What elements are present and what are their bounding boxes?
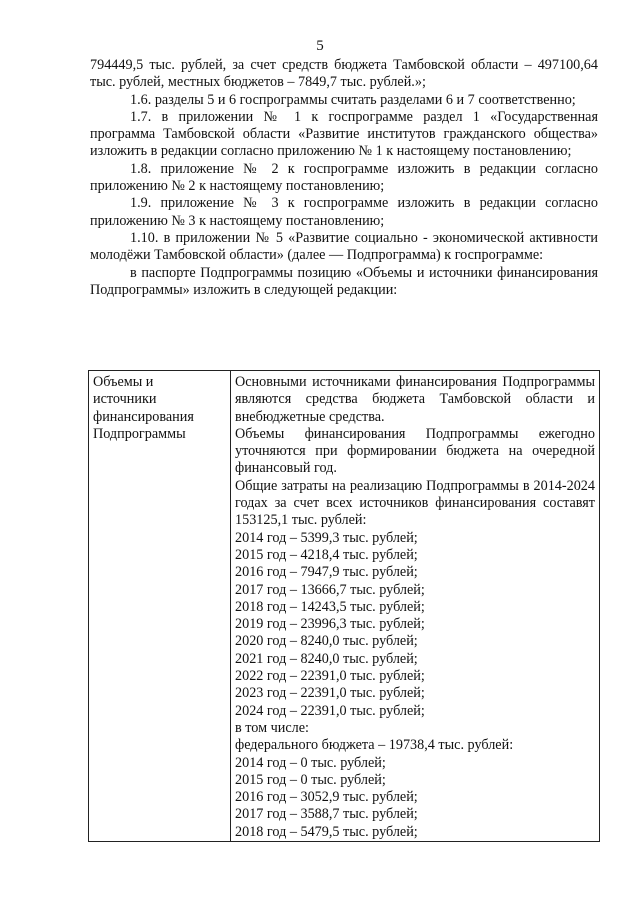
paragraph: 1.9. приложение № 3 к госпрограмме изложить в редакции согласно приложению № 3 к настоящему постановлению; [90,195,598,229]
table-row [89,371,600,842]
funding-line: 2015 год – 4218,4 тыс. рублей; [235,546,418,563]
paragraph: в паспорте Подпрограммы позицию «Объемы и источники финансирования Подпрограммы» изложить в следующей редакции: [90,264,598,298]
funding-line: 2016 год – 7947,9 тыс. рублей; [235,564,418,581]
paragraph: 1.8. приложение № 2 к госпрограмме изложить в редакции согласно приложению № 2 к настоящему постановлению; [90,160,598,195]
funding-line: 2023 год – 22391,0 тыс. рублей; [235,685,425,702]
label-line: финансирования [93,408,194,425]
paragraph: 1.6. разделы 5 и 6 госпрограммы считать разделами 6 и 7 соответственно; [130,91,576,108]
funding-line: 2021 год – 8240,0 тыс. рублей; [235,650,418,667]
funding-line: 2024 год – 22391,0 тыс. рублей; [235,702,425,719]
label-line: источники [93,391,157,408]
total-costs-text: Общие затраты на реализацию Подпрограммы в 2014-2024 годах за счет всех источников финансирования составят 153125,1 тыс. рублей: [235,477,595,529]
funding-line: 2017 год – 3588,7 тыс. рублей; [235,806,418,823]
paragraph: 794449,5 тыс. рублей, за счет средств бюджета Тамбовской области – 497100,64 тыс. рублей, местных бюджетов – 7849,7 тыс. рублей.»; [90,57,598,91]
document-body [90,57,598,299]
table-label-cell [89,371,231,842]
page-number: 5 [316,38,324,54]
passport-table [88,370,600,842]
funding-line: 2014 год – 0 тыс. рублей; [235,754,386,771]
funding-line: 2018 год – 5479,5 тыс. рублей; [235,823,418,840]
funding-sources-text: Основными источниками финансирования Подпрограммы являются средства бюджета Тамбовской области и внебюджетные средства. [235,374,595,425]
funding-line: 2017 год – 13666,7 тыс. рублей; [235,581,425,598]
funding-line: 2014 год – 5399,3 тыс. рублей; [235,529,418,546]
funding-line: 2022 год – 22391,0 тыс. рублей; [235,668,425,685]
paragraph: 1.10. в приложении № 5 «Развитие социально - экономической активности молодёжи Тамбовской области» (далее — Подпрограмма) к госпрограмме: [90,229,598,264]
funding-line: 2016 год – 3052,9 тыс. рублей; [235,789,418,806]
funding-line: 2019 год – 23996,3 тыс. рублей; [235,616,425,633]
funding-line: в том числе: [235,719,309,736]
funding-line: 2015 год – 0 тыс. рублей; [235,771,386,788]
funding-line: 2018 год – 14243,5 тыс. рублей; [235,598,425,615]
label-line: Объемы и [93,374,154,390]
table-value-cell [231,371,600,842]
funding-lines [235,530,595,841]
funding-line: 2020 год – 8240,0 тыс. рублей; [235,633,418,650]
funding-line: федерального бюджета – 19738,4 тыс. рублей: [235,737,514,754]
funding-update-text: Объемы финансирования Подпрограммы ежегодно уточняются при формировании бюджета на очередной финансовый год. [235,425,595,477]
paragraph: 1.7. в приложении № 1 к госпрограмме раздел 1 «Государственная программа Тамбовской области «Развитие институтов гражданского общества» изложить в редакции согласно приложению № 1 к настоящему постановлению; [90,108,598,160]
label-line: Подпрограммы [93,425,186,442]
